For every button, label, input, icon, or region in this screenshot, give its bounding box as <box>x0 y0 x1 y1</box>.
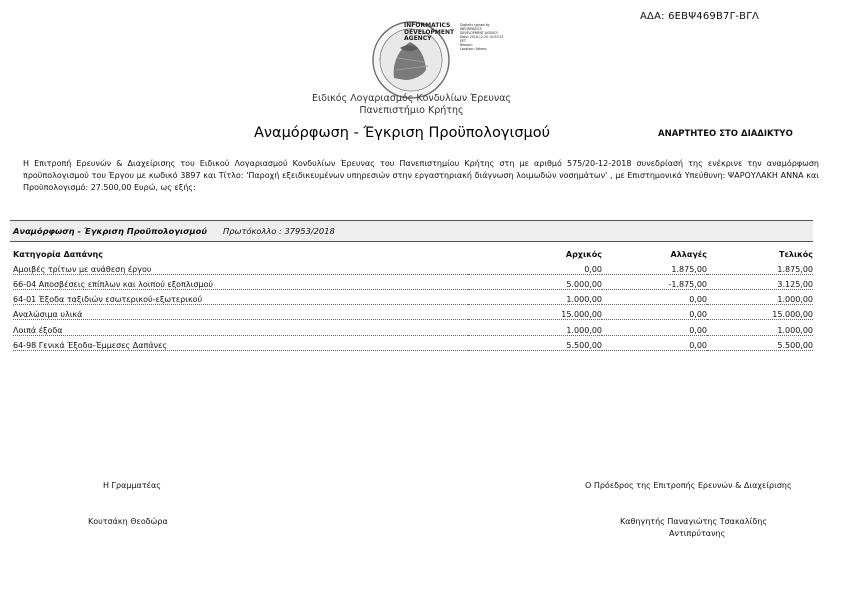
signature-brand-line: DEVELOPMENT <box>404 28 455 36</box>
table-row <box>13 320 813 335</box>
cell-category: Αναλώσιμα υλικά <box>13 305 468 320</box>
intro-paragraph: Η Επιτροπή Ερευνών & Διαχείρισης του Ειδικού Λογαριασμού Κονδυλίων Έρευνας του Πανεπιστημίου Κρήτης στη με αριθμό 575/20-12-2018 συνεδρίασή της ενέκρινε την αναμόρφωση προϋπολογισμού του Έργου με κωδικό 3897 και Τίτλο: 'Παροχή εξειδικευμένων υπηρεσιών στην εργαστηριακή διάγνωση λοιμωδών νοσημάτων' , με Επιστημονικά Υπεύθυνη: ΨΑΡΟΥΛΑΚΗ ΑΝΝΑ και Προϋπολογισμό: 27.500,00 Ευρώ, ως εξής: <box>23 159 819 192</box>
cell-initial: 5.500,00 <box>468 335 602 350</box>
cell-initial: 5.000,00 <box>468 274 602 289</box>
signature-tiny-line: Digitally signed by <box>460 23 490 27</box>
cell-initial: 15.000,00 <box>468 305 602 320</box>
header-initial: Αρχικός <box>565 250 602 260</box>
table-row <box>13 289 813 304</box>
president-title: Αντιπρύτανης <box>669 529 726 538</box>
logo-caption-line2: Πανεπιστήμιο Κρήτης <box>359 105 464 116</box>
table-row <box>13 335 813 350</box>
header-final: Τελικός <box>778 250 813 260</box>
cell-final: 15.000,00 <box>707 305 813 320</box>
cell-initial: 1.000,00 <box>468 320 602 335</box>
signature-tiny-line: DEVELOPMENT AGENCY <box>460 31 498 35</box>
posted-notice: ΑΝΑΡΤΗΤΕΟ ΣΤΟ ΔΙΑΔΙΚΤΥΟ <box>658 129 793 139</box>
signature-tiny-line: INFORMATICS <box>460 27 482 31</box>
cell-changes: 0,00 <box>602 305 707 320</box>
signature-brand-line: AGENCY <box>404 35 432 42</box>
president-role: Ο Πρόεδρος της Επιτροπής Ερευνών & Διαχείρισης <box>585 481 792 490</box>
cell-category: 64-01 Έξοδα ταξιδιών εσωτερικού-εξωτερικού <box>13 289 468 304</box>
signature-tiny-line: Location: Athens <box>460 47 487 51</box>
secretary-role: Η Γραμματέας <box>103 481 161 490</box>
section-title: Αναμόρφωση - Έγκριση Προϋπολογισμού <box>13 226 207 236</box>
header-changes: Αλλαγές <box>670 250 707 260</box>
cell-final: 1.000,00 <box>707 289 813 304</box>
signature-tiny-line: EET <box>460 39 466 43</box>
cell-changes: 1.875,00 <box>602 259 707 274</box>
cell-final: 1.000,00 <box>707 320 813 335</box>
university-logo <box>310 20 513 117</box>
signature-brand-line: INFORMATICS <box>404 22 451 29</box>
cell-changes: 0,00 <box>602 320 707 335</box>
logo-caption-line1: Ειδικός Λογαριασμός Κονδυλίων Έρευνας <box>311 93 512 104</box>
cell-initial: 0,00 <box>468 259 602 274</box>
digital-signature-text <box>460 23 503 51</box>
table-header-row <box>13 245 813 259</box>
cell-category: 66-04 Αποσβέσεις επίπλων και λοιπού εξοπλισμού <box>13 274 468 289</box>
secretary-name: Κουτσάκη Θεοδώρα <box>88 517 168 526</box>
cell-final: 1.875,00 <box>707 259 813 274</box>
section-header <box>10 220 813 242</box>
cell-changes: -1.875,00 <box>602 274 707 289</box>
table-row <box>13 274 813 289</box>
table-row <box>13 259 813 274</box>
cell-initial: 1.000,00 <box>468 289 602 304</box>
cell-final: 3.125,00 <box>707 274 813 289</box>
cell-final: 5.500,00 <box>707 335 813 350</box>
table-row <box>13 305 813 320</box>
ada-code: ΑΔΑ: 6ΕΒΨ469Β7Γ-ΒΓΛ <box>640 11 760 22</box>
cell-category: 64-98 Γενικά Έξοδα-Έμμεσες Δαπάνες <box>13 335 468 350</box>
signature-tiny-line: Date: 2018.12.20 15:53:23 <box>460 35 504 39</box>
cell-category: Λοιπά έξοδα <box>13 320 468 335</box>
cell-changes: 0,00 <box>602 335 707 350</box>
signature-brand <box>404 23 454 43</box>
protocol-number: Πρωτόκολλο : 37953/2018 <box>223 226 335 236</box>
signature-tiny-line: Reason: <box>460 43 473 47</box>
budget-table <box>13 245 813 351</box>
cell-category: Αμοιβές τρίτων με ανάθεση έργου <box>13 259 468 274</box>
header-category: Κατηγορία Δαπάνης <box>13 250 103 260</box>
president-name: Καθηγητής Παναγιώτης Τσακαλίδης <box>620 517 768 526</box>
cell-changes: 0,00 <box>602 289 707 304</box>
document-title: Αναμόρφωση - Έγκριση Προϋπολογισμού <box>254 125 551 141</box>
